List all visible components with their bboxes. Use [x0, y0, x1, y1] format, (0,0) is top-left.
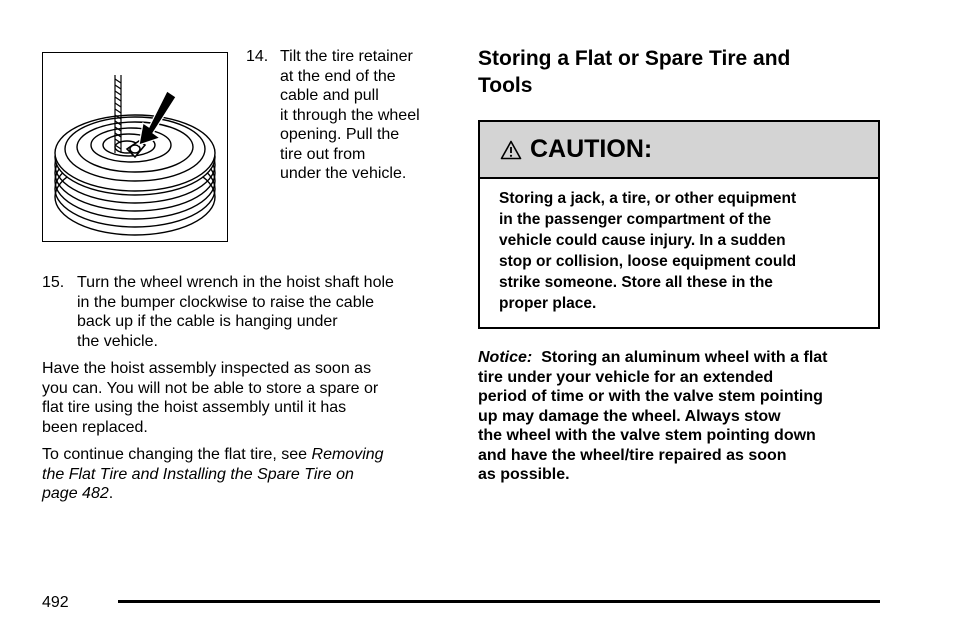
text-line: proper place.	[499, 295, 597, 312]
page-reference-link[interactable]: page 482	[42, 485, 109, 502]
text-line: strike someone. Store all these in the	[499, 274, 773, 291]
section-heading	[478, 45, 878, 99]
text-line: the wheel with the valve stem pointing down	[478, 427, 816, 444]
text-line: in the bumper clockwise to raise the cable	[77, 293, 375, 311]
text-line: cable and pull	[280, 87, 379, 104]
text-line: in the passenger compartment of the	[499, 211, 772, 228]
caution-title: CAUTION:	[530, 135, 653, 163]
text-line: up may damage the wheel. Always stow	[478, 407, 781, 425]
text-line: stop or collision, loose equipment could	[499, 253, 797, 270]
text-line: it through the wheel	[280, 106, 420, 124]
caution-text	[499, 188, 869, 314]
cross-reference-link[interactable]: the Flat Tire and Installing the Spare Tire on	[42, 465, 354, 483]
text-line: Tilt the tire retainer	[280, 48, 413, 65]
text-line	[42, 465, 452, 485]
continue-paragraph	[42, 445, 452, 504]
text-line	[478, 348, 888, 368]
text-line: you can. You will not be able to store a spare or	[42, 379, 379, 397]
tire-retainer-diagram	[43, 53, 226, 240]
text-line: vehicle could cause injury. In a sudden	[499, 232, 786, 249]
notice-first-line: Storing an aluminum wheel with a flat	[541, 349, 828, 366]
cross-reference-link[interactable]: Removing	[311, 446, 384, 463]
continue-suffix: .	[108, 485, 114, 502]
inspection-paragraph	[42, 359, 452, 437]
warning-triangle-icon	[500, 140, 522, 160]
text-line: Turn the wheel wrench in the hoist shaft hole	[77, 274, 394, 291]
text-line: been replaced.	[42, 418, 148, 436]
step-text	[280, 47, 420, 184]
text-line: Storing a jack, a tire, or other equipment	[499, 190, 797, 207]
text-line: as possible.	[478, 466, 570, 483]
text-line: period of time or with the valve stem pointing	[478, 388, 823, 405]
text-line: and have the wheel/tire repaired as soon	[478, 446, 787, 464]
text-line: the vehicle.	[77, 332, 158, 350]
text-line: at the end of the	[280, 67, 396, 85]
text-line: tire under your vehicle for an extended	[478, 368, 774, 386]
step-text	[77, 273, 394, 351]
text-line	[42, 484, 452, 504]
continue-text: To continue changing the flat tire, see	[42, 446, 312, 463]
caution-box	[478, 120, 880, 329]
text-line: tire out from	[280, 145, 366, 163]
step-number: 14.	[246, 48, 269, 65]
tire-illustration	[42, 52, 228, 242]
footer-rule	[118, 600, 880, 603]
caution-header	[480, 122, 878, 179]
heading-line: Tools	[478, 74, 533, 97]
text-line: Have the hoist assembly inspected as soon as	[42, 360, 372, 377]
notice-paragraph	[478, 348, 888, 485]
text-line: opening. Pull the	[280, 126, 400, 143]
notice-label: Notice:	[478, 349, 533, 366]
step-number: 15.	[42, 274, 65, 291]
text-line: under the vehicle.	[280, 165, 407, 182]
text-line	[42, 445, 452, 465]
text-line: flat tire using the hoist assembly until it has	[42, 399, 347, 416]
page-number: 492	[42, 594, 69, 611]
text-line: back up if the cable is hanging under	[77, 313, 338, 330]
heading-line: Storing a Flat or Spare Tire and	[478, 47, 791, 70]
